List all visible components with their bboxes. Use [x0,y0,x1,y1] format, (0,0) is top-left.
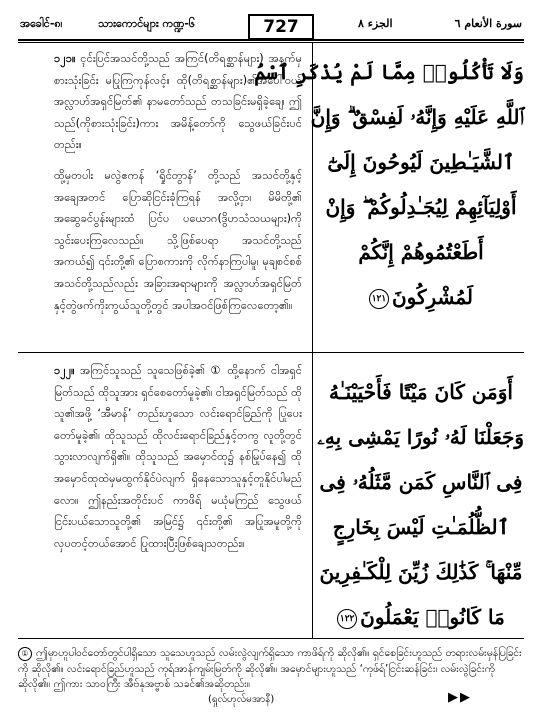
translation-paragraph: အကြင်သူသည် သူသေဖြစ်ခဲ့၏ ① ထို့နောက် ငါအရှင်မြတ်သည် ထိုသူအား ရှင်စေတော်မူခဲ့၏၊ ငါအရှင်မြတ်သည် ထိုသူ၏အဖို့ ‘အီမာန်’ တည်းဟူသော လင်းရောင်ခြည်ကို ပြုပေးတော်မူခဲ့၏၊ ထိုသူသည် ထိုလင်းရောင်ခြည်နှင့်တကွ လူတို့တွင် သွားလာလျက်ရှိ၏။ ထိုသူသည် အမှောင်ထု၌ နစ်မြုပ်နေ၍ ထိုအမှောင်ထုထဲမှမထွက်နိုင်ပဲလျက် ရှိနေသောသူနှင့်တူနိုင်ပါမည်လော။ ဤနည်းအတိုင်းပင် ကာဖိရ် မယုံမကြည် သွေဖယ်ငြင်းပယ်သောသူတို့၏ အမြင်၌ ၎င်းတို့၏ အပြုအမူတို့ကို လှပတင့်တယ်အောင် ပြုထားပြီးဖြစ်ချေသတည်း။ [54,364,302,550]
page-number: 727 [248,14,314,40]
verse-divider [18,352,524,353]
arabic-verse-122 [318,370,524,640]
header-surah: سورة الأنعام ٦ [454,17,522,30]
header-rule [18,39,524,41]
header-rule-thin [18,42,524,43]
verse-number: ၁၂၁။ [54,52,76,65]
page-header [18,14,524,38]
footnote [18,646,524,693]
footnote-text: ဤမှာဟူပါဝင်တော်တွင်ပါရှိသော သူသေဟူသည် လမ်းလွဲလျက်ရှိသော ကာဖိရ်ကို ဆိုလို၏။ ရှင်စေခြင်းဟူသည် တရားလမ်းမှန်ပြခြင်းကို ဆိုလို၏။ လင်းရောင်ခြည်ဟူသည် ကုရ်အာန်ကျမ်းမြတ်ကို ဆိုလို၏။ အမှောင်များဟူသည် ‘ကုဖ်ရ်’ငြင်းဆန်ခြင်း၊ လမ်းလွဲခြင်းကိုဆိုလို၏။ ဤကား သာဝကြီး အီဗ်နုအဗ္ဗာစ် သခင်၏အဆိုတည်း။ [18,647,522,690]
arabic-line-with-marker [318,275,524,320]
arabic-line: أَوْلِيَآئِهِمْ لِيُجَـٰدِلُوكُمْ ۖ وَإِنْ [325,195,517,219]
arabic-line: أَطَعْتُمُوهُمْ إِنَّكُمْ [358,240,484,264]
arabic-line: أَوَمَن كَانَ مَيْتًا فَأَحْيَيْنَـٰهُ [329,380,513,404]
header-section-title: သားကောင်များ ကဏ္ဍ-၆ [98,17,196,30]
header-juz: الجزء ٨ [358,17,393,30]
arabic-line-with-marker [318,595,524,640]
arabic-line: مِّنْهَا ۚ كَذَٰلِكَ زُيِّنَ لِلْكَـٰفِرِينَ [319,560,523,584]
verse-end-marker: ١٢١ [369,289,389,309]
arabic-line: ٱلظُّلُمَـٰتِ لَيْسَ بِخَارِجٍ [332,515,510,539]
continue-arrows-icon: ▶▶ [448,690,472,705]
footnote-source: (ရှုလ်ဟုလ်မအာနီ) [208,694,275,705]
header-section-ref: အခေါင်-၈၊ [20,17,63,30]
arabic-line: وَجَعَلْنَا لَهُۥ نُورًا يَمْشِى بِهِۦ [317,425,524,449]
verse-end-marker: ١٢٢ [337,609,357,629]
footnote-marker: ① [18,647,32,661]
translation-verse-122 [54,360,302,554]
verse-number: ၁၂၂။ [54,364,75,377]
arabic-line: فِى ٱلنَّاسِ كَمَن مَّثَلُهُۥ فِى [319,470,523,494]
arabic-line: ٱلشَّيَـٰطِينَ لَيُوحُونَ إِلَىٰٓ [327,150,515,174]
translation-paragraph: ထို့မှတပါး မလွဲဧကန် ‘ရှိုင်တွာန်’ တို့သည် အသင်တို့နှင့် အချေအတင် ပြောဆိုငြင်းခုံကြရန် အလို့ငှာ၊ မိမိတို့၏ အဆွေခင်ပွန်းများထံ ပြင်ပ ပယောဂ(ဒွိဟသံသယများ)ကို သွင်းပေးကြလေသည်။ သို့ဖြစ်ပေရာ အသင်တို့သည် အကယ်၍ ၎င်းတို့၏ ပြောစကားကို လိုက်နာကြပါမူ၊ မုချစင်စစ် အသင်တို့သည်လည်း အခြားအရာများကို အလ္လာဟ်အရှင်မြတ်နှင့်တွဲဖက်ကိုးကွယ်သူတို့တွင် အပါအဝင်ဖြစ်ကြလေတော့၏။ [54,168,302,312]
arabic-line: ٱللَّهِ عَلَيْهِ وَإِنَّهُۥ لَفِسْقٌ ۗ وَإِنَّ [310,105,524,129]
arabic-verse-121 [254,50,524,320]
arabic-line: وَلَا تَأْكُلُوا۟ مِمَّا لَمْ يُذْكَرِ ٱسْمُ [254,60,524,84]
footnote-rule [18,638,524,639]
arabic-line: مَا كَانُوا۟ يَعْمَلُونَ [360,605,505,629]
arabic-line: لَمُشْرِكُونَ [391,285,474,309]
translation-paragraph: ၚင်းပြင်အသင်တို့သည် အကြင်(တိရစ္ဆာန်များ) အနက်မှစားသုံးခြင်း မပြုကြကုန်လင့်။ ထို(တိရစ္ဆာန်များ)၏အပေါ်ဝယ် အလ္လာဟ်အရှင်မြတ်၏ နာမတော်သည် တသခြင်းမရှိခဲ့ချေ၊ ဤသည်(ကိုစားသုံးခြင်း)ကား အမိန့်တော်ကို သွေဖယ်ခြင်းပင်တည်း။ [54,52,302,152]
